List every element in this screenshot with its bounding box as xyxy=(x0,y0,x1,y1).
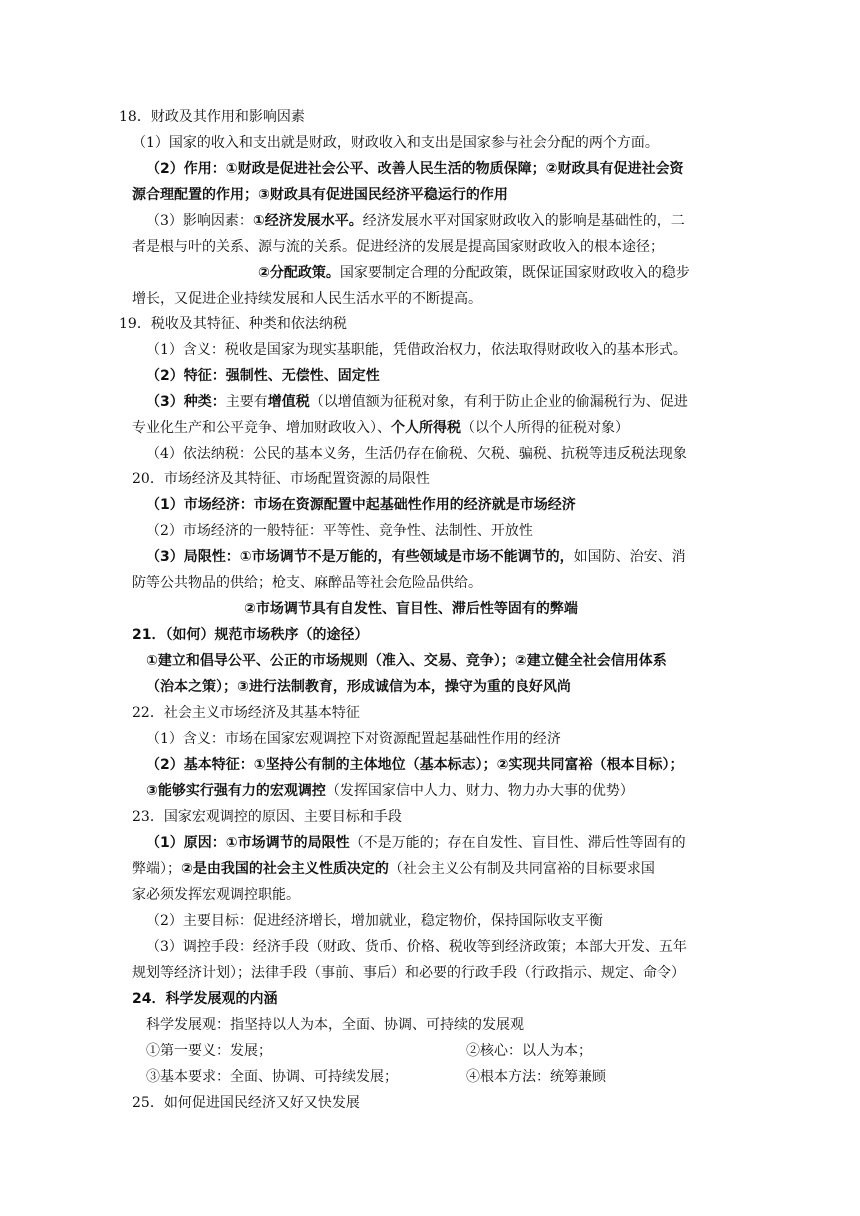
vat-description-cont: 专业化生产和公平竞争、增加财政收入）、 xyxy=(132,420,391,436)
section-18-point-2-line-1: （2）作用：①财政是促进社会公平、改善人民生活的物质保障；②财政具有促进社会资 xyxy=(146,161,684,177)
section-23-point-1-line-1 xyxy=(146,833,686,853)
macro-control-key: ③能够实行强有力的宏观调控 xyxy=(146,783,326,799)
section-18-point-3-line-4: 增长，又促进企业持续发展和人民生活水平的不断提高。 xyxy=(132,291,482,307)
section-18-point-3-line-2: 者是根与叶的关系、源与流的关系。促进经济的发展是提高国家财政收入的根本途径； xyxy=(132,239,664,255)
section-20-point-1: （1）市场经济：市场在资源配置中起基础性作用的经济就是市场经济 xyxy=(146,497,576,513)
section-19-point-3-line-1 xyxy=(146,392,688,412)
macro-control-text: （发挥国家信中人力、财力、物力办大事的优势） xyxy=(325,783,634,799)
reason-key-2: ②是由我国的社会主义性质决定的 xyxy=(181,861,389,877)
section-19-title: 19．税收及其特征、种类和依法纳税 xyxy=(119,316,347,332)
influence-key-1: ①经济发展水平。 xyxy=(252,213,363,229)
section-19-point-1: （1）含义：税收是国家为现实基职能，凭借政治权力，依法取得财政收入的基本形式。 xyxy=(146,342,687,358)
tax-types-label: （3）种类： xyxy=(146,394,226,410)
limitation-key-1: （3）局限性：①市场调节不是万能的，有些领域是市场不能调节的， xyxy=(146,549,574,565)
influence-label: （3）影响因素： xyxy=(146,213,253,229)
section-25-title: 25．如何促进国民经济又好又快发展 xyxy=(132,1095,360,1111)
section-23-point-3-line-1: （3）调控手段：经济手段（财政、货币、价格、税收等到经济政策；本部大开发、五年 xyxy=(146,939,687,955)
section-18-point-3-line-3 xyxy=(258,263,690,283)
influence-key-2: ②分配政策。 xyxy=(258,265,340,281)
section-24-item-3: ③基本要求：全面、协调、可持续发展； xyxy=(146,1069,398,1085)
section-21-line-2: （治本之策）；③进行法制教育，形成诚信为本，操守为重的良好风尚 xyxy=(146,679,571,695)
income-tax-description: （以个人所得的征税对象） xyxy=(461,420,629,436)
tax-types-intro: 主要有 xyxy=(225,394,268,410)
section-20-point-3-line-1 xyxy=(146,547,686,567)
section-23-point-3-line-2: 规划等经济计划）；法律手段（事前、事后）和必要的行政手段（行政指示、规定、命令） xyxy=(132,965,685,981)
section-24-title: 24．科学发展观的内涵 xyxy=(132,991,278,1007)
section-20-point-3-line-3: ②市场调节具有自发性、盲目性、滞后性等固有的弊端 xyxy=(244,601,578,617)
section-21-line-1: ①建立和倡导公平、公正的市场规则（准入、交易、竞争）；②建立健全社会信用体系 xyxy=(146,653,667,669)
section-20-point-3-line-2: 防等公共物品的供给；枪支、麻醉品等社会危险品供给。 xyxy=(132,575,482,591)
reason-text-1-cont: 弊端）； xyxy=(132,861,181,877)
section-22-point-1: （1）含义：市场在国家宏观调控下对资源配置起基础性作用的经济 xyxy=(146,731,561,747)
section-24-item-4: ④根本方法：统筹兼顾 xyxy=(466,1069,606,1085)
section-24-definition: 科学发展观：指坚持以人为本，全面、协调、可持续的发展观 xyxy=(146,1017,524,1033)
section-20-title: 20．市场经济及其特征、市场配置资源的局限性 xyxy=(132,471,430,487)
section-22-title: 22．社会主义市场经济及其基本特征 xyxy=(132,705,360,721)
reason-text-2: （社会主义公有制及共同富裕的目标要求国 xyxy=(388,861,655,877)
section-23-point-1-line-3: 家必须发挥宏观调控职能。 xyxy=(132,887,300,903)
section-22-point-2-line-2 xyxy=(146,781,634,801)
section-21-title: 21．（如何）规范市场秩序（的途径） xyxy=(132,627,369,643)
vat-term: 增值税 xyxy=(267,394,310,410)
vat-description: （以增值额为征税对象，有利于防止企业的偷漏税行为、促进 xyxy=(309,394,688,410)
section-22-point-2: （2）基本特征：①坚持公有制的主体地位（基本标志）；②实现共同富裕（根本目标）； xyxy=(146,757,684,773)
influence-text-1: 经济发展水平对国家财政收入的影响是基础性的，二 xyxy=(362,213,685,229)
section-23-point-2: （2）主要目标：促进经济增长，增加就业，稳定物价，保持国际收支平衡 xyxy=(146,913,603,929)
income-tax-term: 个人所得税 xyxy=(391,420,461,436)
section-19-point-4: （4）依法纳税：公民的基本义务，生活仍存在偷税、欠税、骗税、抗税等违反税法现象 xyxy=(146,446,687,462)
influence-text-2: 国家要制定合理的分配政策，既保证国家财政收入的稳步 xyxy=(339,265,690,281)
section-20-point-2: （2）市场经济的一般特征：平等性、竞争性、法制性、开放性 xyxy=(146,523,533,539)
reason-text-1: （不是万能的；存在自发性、盲目性、滞后性等固有的 xyxy=(349,835,686,851)
section-23-title: 23．国家宏观调控的原因、主要目标和手段 xyxy=(132,809,402,825)
section-24-item-1: ①第一要义：发展； xyxy=(146,1043,272,1059)
section-18-title: 18．财政及其作用和影响因素 xyxy=(119,109,305,125)
section-18-point-3-line-1 xyxy=(146,211,685,231)
section-18-point-1: （1）国家的收入和支出就是财政，财政收入和支出是国家参与社会分配的两个方面。 xyxy=(132,135,659,151)
section-23-point-1-line-2 xyxy=(132,859,655,879)
limitation-text-1: 如国防、治安、消 xyxy=(573,549,686,565)
reason-key-1: （1）原因：①市场调节的局限性 xyxy=(146,835,350,851)
section-18-point-2-line-2: 源合理配置的作用；③财政具有促进国民经济平稳运行的作用 xyxy=(132,187,508,203)
section-19-point-3-line-2 xyxy=(132,418,629,438)
section-24-item-2: ②核心：以人为本； xyxy=(466,1043,592,1059)
section-19-point-2: （2）特征：强制性、无偿性、固定性 xyxy=(146,368,380,384)
